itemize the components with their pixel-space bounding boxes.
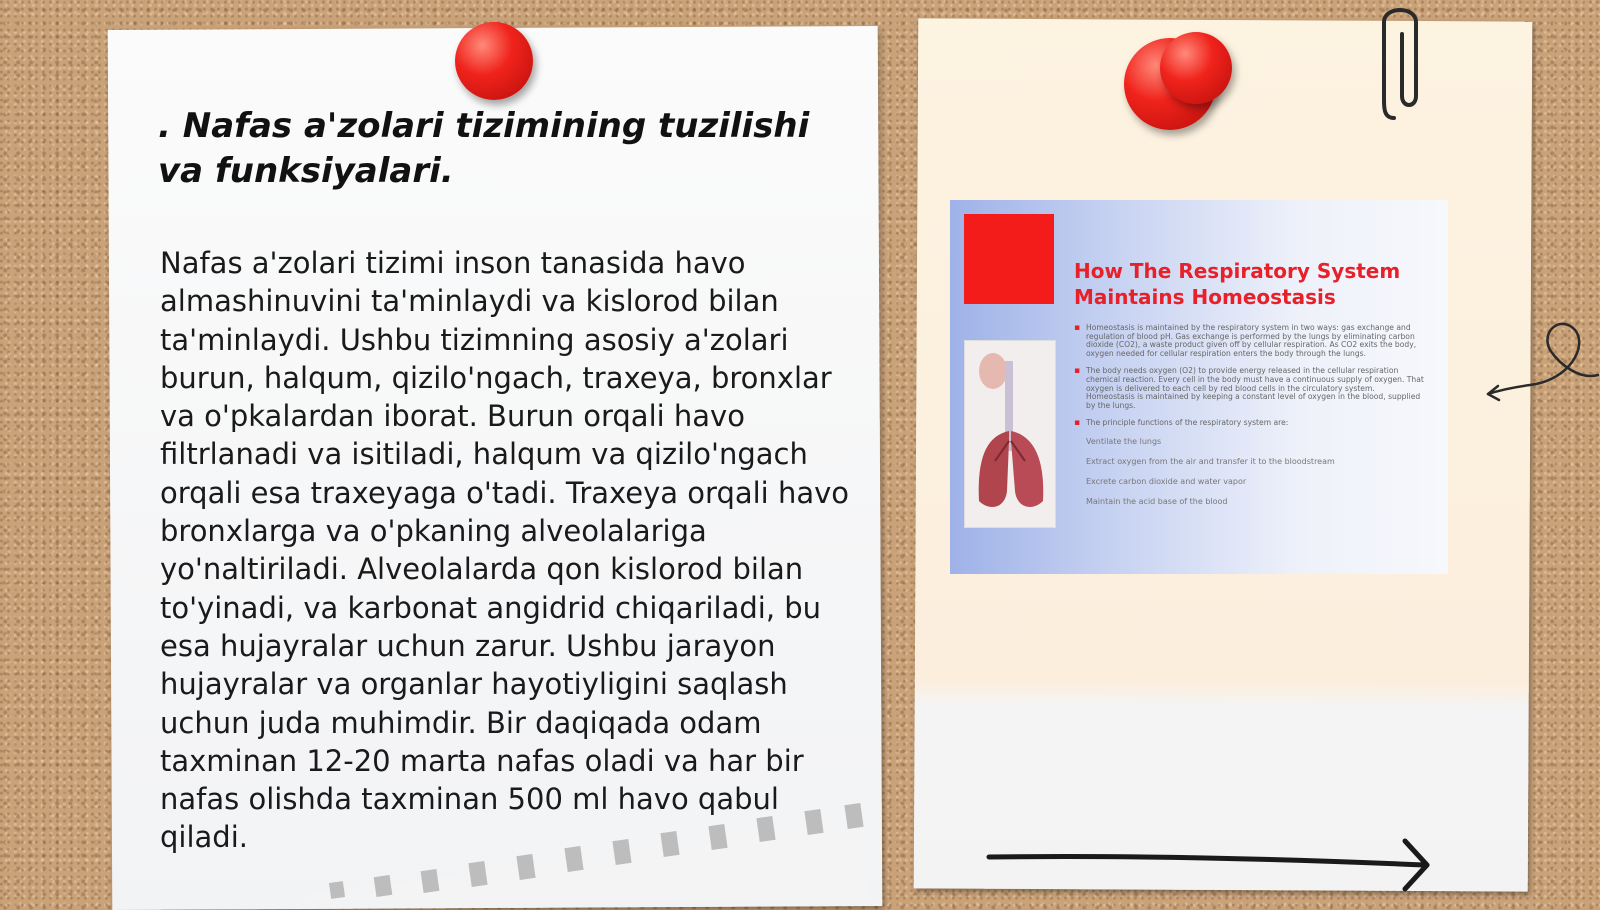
bullet-text: The principle functions of the respiratory system are: [1086, 418, 1289, 428]
slide-image [950, 200, 1448, 574]
pushpin-icon [1160, 32, 1232, 104]
slide-title: How The Respiratory System Maintains Homeostasis [1074, 259, 1401, 309]
lungs-diagram-image [964, 340, 1056, 528]
right-arrow-icon [985, 835, 1445, 895]
red-square [964, 214, 1054, 304]
body-paragraph: Nafas a'zolari tizimi inson tanasida havo almashinuvini ta'minlaydi va kislorod bilan ta'minlaydi. Ushbu tizimning asosiy a'zolari burun, halqum, qizilo'ngach, traxeya, bronxlar va o'pkalardan iborat. Burun orqali havo filtrlanadi va isitiladi, halqum va qizilo'ngach orqali esa traxeyaga o'tadi. Traxeya orqali havo bronxlarga va o'pkaning alveolalariga yo'naltiriladi. Alveolalarda qon kislorod bilan to'yinadi, va karbonat angidrid chiqariladi, bu esa hujayralar uchun zarur. Ushbu jarayon hujayralar va organlar hayotiyligini saqlash uchun juda muhimdir. Bir daqiqada odam taxminan 12-20 marta nafas oladi va har bir nafas olishda taxminan 500 ml havo qabul qiladi. [160, 246, 850, 855]
slide-bullet-list [1074, 324, 1424, 517]
bullet-text: The body needs oxygen (O2) to provide energy released in the cellular respiration chemical reaction. Every cell in the body must have a continuous supply of oxygen. That oxygen is delivered to each cell by red blood cells in the circulatory system. Homeostasis is maintained by keeping a constant level of oxygen in the blood, supplied by the lungs. [1086, 366, 1424, 410]
list-item: Extract oxygen from the air and transfer it to the bloodstream [1086, 456, 1335, 466]
list-item: Maintain the acid base of the blood [1086, 496, 1228, 506]
bullet-icon: ▪ [1074, 418, 1081, 429]
pushpin-icon [455, 22, 533, 100]
loop-arrow-icon [1480, 310, 1600, 410]
page-title: . Nafas a'zolari tizimining tuzilishi va funksiyalari. [158, 106, 810, 191]
bullet-icon: ▪ [1074, 323, 1081, 333]
bullet-icon: ▪ [1074, 366, 1081, 377]
list-item [1074, 367, 1424, 410]
list-item [1074, 419, 1424, 428]
list-item [1074, 324, 1424, 358]
lungs-icon [965, 341, 1055, 527]
list-item: Ventilate the lungs [1086, 436, 1162, 446]
paperclip-icon [1380, 0, 1424, 124]
bullet-text: Homeostasis is maintained by the respiratory system in two ways: gas exchange and regulation of blood pH. Gas exchange is performed by the lungs by eliminating carbon dioxide (CO2), a waste product given off by cellular respiration. As CO2 exits the body, oxygen needed for cellular respiration enters the body through the lungs. [1086, 323, 1417, 358]
list-item: Excrete carbon dioxide and water vapor [1086, 476, 1247, 486]
